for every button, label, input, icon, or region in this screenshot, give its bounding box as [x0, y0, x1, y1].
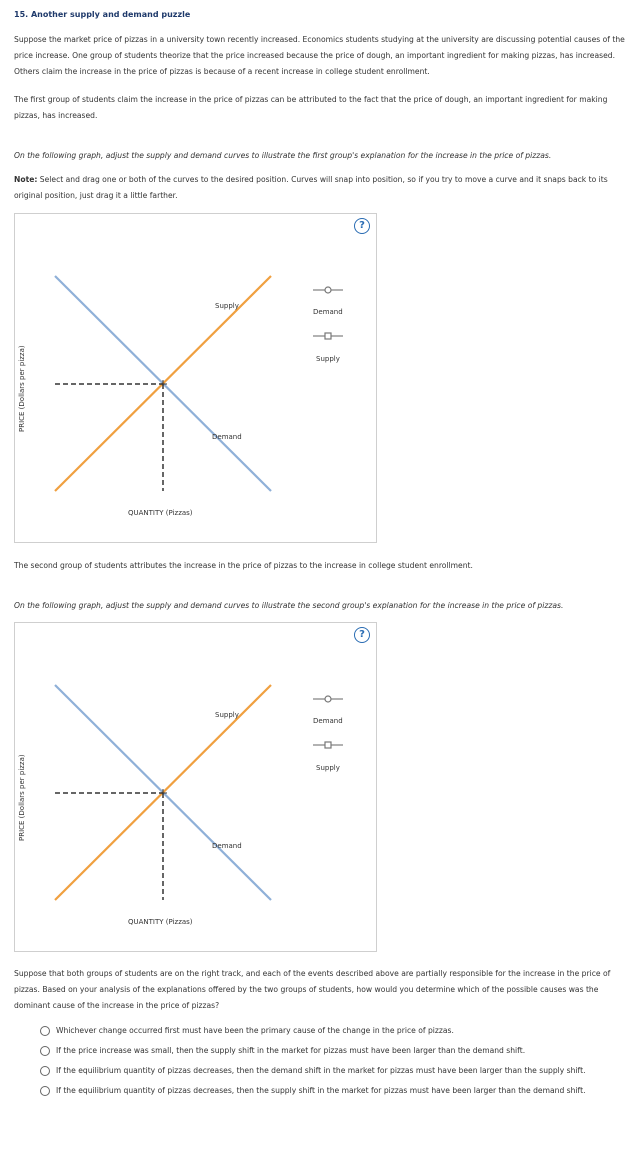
answer-option-text: If the price increase was small, then the supply shift in the market for pizzas must have been larger than the demand shift. — [56, 1046, 526, 1055]
graph-panel-2[interactable] — [14, 622, 377, 952]
legend-supply-label: Supply — [316, 764, 340, 772]
note-label: Note: — [14, 175, 38, 184]
demand-curve-label: Demand — [212, 433, 242, 441]
intro-paragraph: Suppose the market price of pizzas in a university town recently increased. Economics students studying at the university are discussing potential causes of the price increase. One group of students theorize that the price increased because the price of dough, an important ingredient for making pizzas, has increased. Others claim the increase in the price of pizzas is because of a recent increase in college student enrollment. — [14, 35, 625, 76]
answer-option[interactable] — [40, 1063, 610, 1079]
note — [14, 172, 626, 204]
answer-option-text: If the equilibrium quantity of pizzas decreases, then the supply shift in the market for pizzas must have been larger than the demand shift. — [56, 1086, 586, 1095]
graph-panel-1[interactable] — [14, 213, 377, 543]
y-axis-label: PRICE (Dollars per pizza) — [18, 345, 26, 432]
answer-option-text: Whichever change occurred first must have been the primary cause of the change in the price of pizzas. — [56, 1026, 454, 1035]
instruction-2: On the following graph, adjust the supply and demand curves to illustrate the second group's explanation for the increase in the price of pizzas. — [14, 601, 564, 610]
radio-button[interactable] — [40, 1086, 50, 1096]
note-text: Select and drag one or both of the curves to the desired position. Curves will snap into position, so if you try to move a curve and it snaps back to its original position, just drag it a little farther. — [14, 175, 608, 200]
answer-option[interactable] — [40, 1043, 610, 1059]
answer-options — [40, 1023, 610, 1103]
x-axis-label: QUANTITY (Pizzas) — [128, 509, 193, 517]
answer-option[interactable] — [40, 1083, 610, 1099]
question-title: 15. Another supply and demand puzzle — [14, 10, 191, 19]
answer-option[interactable] — [40, 1023, 610, 1039]
instruction-1: On the following graph, adjust the supply and demand curves to illustrate the first group's explanation for the increase in the price of pizzas. — [14, 151, 552, 160]
radio-button[interactable] — [40, 1026, 50, 1036]
group1-paragraph: The first group of students claim the increase in the price of pizzas can be attributed to the fact that the price of dough, an important ingredient for making pizzas, has increased. — [14, 95, 608, 120]
legend-demand-label: Demand — [313, 308, 343, 316]
supply-legend-icon[interactable] — [313, 333, 343, 339]
supply-legend-icon[interactable] — [313, 742, 343, 748]
y-axis-label: PRICE (Dollars per pizza) — [18, 754, 26, 841]
demand-curve-label: Demand — [212, 842, 242, 850]
help-icon[interactable]: ? — [354, 218, 370, 234]
legend-demand-label: Demand — [313, 717, 343, 725]
question3-paragraph: Suppose that both groups of students are on the right track, and each of the events described above are partially responsible for the increase in the price of pizzas. Based on your analysis of the explanations offered by the two groups of students, how would you determine which of the possible causes was the dominant cause of the increase in the price of pizzas? — [14, 969, 611, 1010]
demand-legend-icon[interactable] — [313, 696, 343, 702]
x-axis-label: QUANTITY (Pizzas) — [128, 918, 193, 926]
demand-legend-icon[interactable] — [313, 287, 343, 293]
group2-paragraph: The second group of students attributes the increase in the price of pizzas to the increase in college student enrollment. — [14, 561, 473, 570]
radio-button[interactable] — [40, 1066, 50, 1076]
legend-supply-label: Supply — [316, 355, 340, 363]
supply-curve-label: Supply — [215, 302, 239, 310]
answer-option-text: If the equilibrium quantity of pizzas decreases, then the demand shift in the market for pizzas must have been larger than the supply shift. — [56, 1066, 586, 1075]
supply-curve-label: Supply — [215, 711, 239, 719]
graph-canvas[interactable] — [15, 623, 376, 951]
radio-button[interactable] — [40, 1046, 50, 1056]
graph-canvas[interactable] — [15, 214, 376, 542]
help-icon[interactable]: ? — [354, 627, 370, 643]
